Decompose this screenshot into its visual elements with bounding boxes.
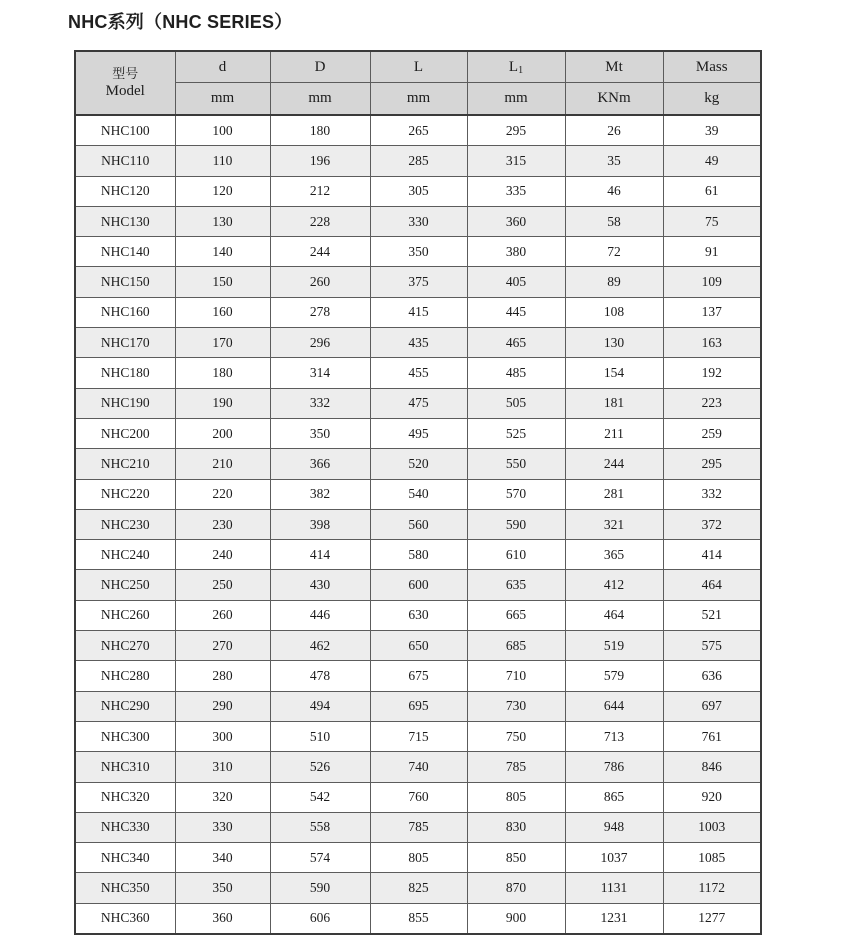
value-cell: 180 <box>270 115 370 146</box>
model-cell: NHC270 <box>75 631 175 661</box>
value-cell: 948 <box>565 812 663 842</box>
value-cell: 200 <box>175 418 270 448</box>
value-cell: 100 <box>175 115 270 146</box>
table-row <box>75 812 761 842</box>
table-row <box>75 691 761 721</box>
table-row <box>75 176 761 206</box>
header-units-row <box>75 83 761 116</box>
value-cell: 665 <box>467 600 565 630</box>
value-cell: 635 <box>467 570 565 600</box>
model-cell: NHC210 <box>75 449 175 479</box>
table-row <box>75 449 761 479</box>
col-unit-L1: mm <box>467 83 565 116</box>
table-row <box>75 206 761 236</box>
value-cell: 150 <box>175 267 270 297</box>
value-cell: 494 <box>270 691 370 721</box>
value-cell: 315 <box>467 146 565 176</box>
model-cell: NHC150 <box>75 267 175 297</box>
value-cell: 675 <box>370 661 467 691</box>
col-header-d <box>175 51 270 83</box>
table-row <box>75 661 761 691</box>
value-cell: 558 <box>270 812 370 842</box>
table-row <box>75 509 761 539</box>
value-cell: 244 <box>270 237 370 267</box>
value-cell: 715 <box>370 721 467 751</box>
value-cell: 575 <box>663 631 761 661</box>
value-cell: 855 <box>370 903 467 934</box>
table-row <box>75 388 761 418</box>
model-cell: NHC240 <box>75 540 175 570</box>
value-cell: 58 <box>565 206 663 236</box>
value-cell: 211 <box>565 418 663 448</box>
value-cell: 430 <box>270 570 370 600</box>
value-cell: 740 <box>370 752 467 782</box>
col-header-L <box>370 51 467 83</box>
table-row <box>75 782 761 812</box>
value-cell: 330 <box>370 206 467 236</box>
value-cell: 210 <box>175 449 270 479</box>
value-cell: 445 <box>467 297 565 327</box>
value-cell: 180 <box>175 358 270 388</box>
value-cell: 192 <box>663 358 761 388</box>
model-cell: NHC350 <box>75 873 175 903</box>
value-cell: 465 <box>467 328 565 358</box>
value-cell: 1085 <box>663 843 761 873</box>
value-cell: 260 <box>175 600 270 630</box>
value-cell: 435 <box>370 328 467 358</box>
value-cell: 382 <box>270 479 370 509</box>
value-cell: 920 <box>663 782 761 812</box>
value-cell: 590 <box>270 873 370 903</box>
value-cell: 332 <box>270 388 370 418</box>
table-row <box>75 721 761 751</box>
col-label: Mass <box>695 58 728 75</box>
value-cell: 785 <box>467 752 565 782</box>
value-cell: 321 <box>565 509 663 539</box>
value-cell: 240 <box>175 540 270 570</box>
value-cell: 412 <box>565 570 663 600</box>
value-cell: 320 <box>175 782 270 812</box>
value-cell: 1131 <box>565 873 663 903</box>
value-cell: 26 <box>565 115 663 146</box>
value-cell: 398 <box>270 509 370 539</box>
value-cell: 630 <box>370 600 467 630</box>
value-cell: 760 <box>370 782 467 812</box>
value-cell: 520 <box>370 449 467 479</box>
value-cell: 644 <box>565 691 663 721</box>
value-cell: 610 <box>467 540 565 570</box>
model-cell: NHC360 <box>75 903 175 934</box>
value-cell: 91 <box>663 237 761 267</box>
value-cell: 590 <box>467 509 565 539</box>
model-cell: NHC280 <box>75 661 175 691</box>
value-cell: 540 <box>370 479 467 509</box>
value-cell: 710 <box>467 661 565 691</box>
model-header-zh: 型号 <box>112 65 139 81</box>
table-row <box>75 752 761 782</box>
value-cell: 485 <box>467 358 565 388</box>
value-cell: 1172 <box>663 873 761 903</box>
value-cell: 1277 <box>663 903 761 934</box>
model-cell: NHC100 <box>75 115 175 146</box>
model-cell: NHC190 <box>75 388 175 418</box>
value-cell: 281 <box>565 479 663 509</box>
value-cell: 220 <box>175 479 270 509</box>
col-header-D <box>270 51 370 83</box>
value-cell: 49 <box>663 146 761 176</box>
value-cell: 170 <box>175 328 270 358</box>
model-cell: NHC160 <box>75 297 175 327</box>
value-cell: 519 <box>565 631 663 661</box>
table-row <box>75 600 761 630</box>
value-cell: 805 <box>370 843 467 873</box>
col-unit-d: mm <box>175 83 270 116</box>
value-cell: 750 <box>467 721 565 751</box>
value-cell: 785 <box>370 812 467 842</box>
value-cell: 310 <box>175 752 270 782</box>
model-cell: NHC180 <box>75 358 175 388</box>
value-cell: 154 <box>565 358 663 388</box>
value-cell: 110 <box>175 146 270 176</box>
value-cell: 350 <box>270 418 370 448</box>
col-unit-Mt: KNm <box>565 83 663 116</box>
value-cell: 1037 <box>565 843 663 873</box>
value-cell: 510 <box>270 721 370 751</box>
col-label: Mt <box>605 58 623 75</box>
col-sub: 1 <box>518 64 524 76</box>
col-unit-Mass: kg <box>663 83 761 116</box>
value-cell: 196 <box>270 146 370 176</box>
value-cell: 414 <box>270 540 370 570</box>
table-row <box>75 267 761 297</box>
value-cell: 360 <box>175 903 270 934</box>
value-cell: 505 <box>467 388 565 418</box>
value-cell: 212 <box>270 176 370 206</box>
nhc-spec-table <box>74 50 762 935</box>
table-row <box>75 903 761 934</box>
table-row <box>75 843 761 873</box>
value-cell: 825 <box>370 873 467 903</box>
value-cell: 89 <box>565 267 663 297</box>
model-cell: NHC200 <box>75 418 175 448</box>
model-cell: NHC130 <box>75 206 175 236</box>
model-cell: NHC310 <box>75 752 175 782</box>
value-cell: 270 <box>175 631 270 661</box>
value-cell: 478 <box>270 661 370 691</box>
value-cell: 650 <box>370 631 467 661</box>
value-cell: 265 <box>370 115 467 146</box>
col-header-Mt <box>565 51 663 83</box>
value-cell: 560 <box>370 509 467 539</box>
value-cell: 278 <box>270 297 370 327</box>
value-cell: 521 <box>663 600 761 630</box>
value-cell: 464 <box>565 600 663 630</box>
value-cell: 190 <box>175 388 270 418</box>
value-cell: 462 <box>270 631 370 661</box>
value-cell: 526 <box>270 752 370 782</box>
value-cell: 285 <box>370 146 467 176</box>
model-cell: NHC220 <box>75 479 175 509</box>
model-cell: NHC140 <box>75 237 175 267</box>
value-cell: 280 <box>175 661 270 691</box>
value-cell: 290 <box>175 691 270 721</box>
value-cell: 108 <box>565 297 663 327</box>
value-cell: 109 <box>663 267 761 297</box>
value-cell: 414 <box>663 540 761 570</box>
value-cell: 579 <box>565 661 663 691</box>
value-cell: 230 <box>175 509 270 539</box>
model-cell: NHC290 <box>75 691 175 721</box>
value-cell: 350 <box>370 237 467 267</box>
table-row <box>75 631 761 661</box>
table-row <box>75 540 761 570</box>
model-cell: NHC300 <box>75 721 175 751</box>
value-cell: 295 <box>663 449 761 479</box>
value-cell: 695 <box>370 691 467 721</box>
value-cell: 366 <box>270 449 370 479</box>
value-cell: 365 <box>565 540 663 570</box>
value-cell: 72 <box>565 237 663 267</box>
table-row <box>75 297 761 327</box>
value-cell: 137 <box>663 297 761 327</box>
model-header-en: Model <box>105 82 145 99</box>
table-row <box>75 418 761 448</box>
value-cell: 375 <box>370 267 467 297</box>
value-cell: 570 <box>467 479 565 509</box>
value-cell: 846 <box>663 752 761 782</box>
value-cell: 580 <box>370 540 467 570</box>
value-cell: 805 <box>467 782 565 812</box>
value-cell: 181 <box>565 388 663 418</box>
value-cell: 786 <box>565 752 663 782</box>
col-label: L <box>413 58 424 75</box>
model-cell: NHC330 <box>75 812 175 842</box>
value-cell: 250 <box>175 570 270 600</box>
model-cell: NHC250 <box>75 570 175 600</box>
table-body <box>75 115 761 934</box>
table-row <box>75 146 761 176</box>
col-label: D <box>314 58 326 75</box>
value-cell: 35 <box>565 146 663 176</box>
value-cell: 360 <box>467 206 565 236</box>
page-title: NHC系列（NHC SERIES） <box>68 12 293 32</box>
table-header <box>75 51 761 115</box>
value-cell: 332 <box>663 479 761 509</box>
value-cell: 713 <box>565 721 663 751</box>
value-cell: 600 <box>370 570 467 600</box>
value-cell: 464 <box>663 570 761 600</box>
value-cell: 730 <box>467 691 565 721</box>
header-labels-row <box>75 51 761 83</box>
value-cell: 865 <box>565 782 663 812</box>
table-row <box>75 115 761 146</box>
value-cell: 305 <box>370 176 467 206</box>
value-cell: 296 <box>270 328 370 358</box>
value-cell: 761 <box>663 721 761 751</box>
value-cell: 314 <box>270 358 370 388</box>
value-cell: 120 <box>175 176 270 206</box>
value-cell: 372 <box>663 509 761 539</box>
value-cell: 574 <box>270 843 370 873</box>
value-cell: 685 <box>467 631 565 661</box>
value-cell: 830 <box>467 812 565 842</box>
value-cell: 900 <box>467 903 565 934</box>
value-cell: 550 <box>467 449 565 479</box>
value-cell: 140 <box>175 237 270 267</box>
col-unit-D: mm <box>270 83 370 116</box>
col-unit-L: mm <box>370 83 467 116</box>
value-cell: 446 <box>270 600 370 630</box>
model-cell: NHC320 <box>75 782 175 812</box>
value-cell: 495 <box>370 418 467 448</box>
value-cell: 380 <box>467 237 565 267</box>
model-cell: NHC340 <box>75 843 175 873</box>
value-cell: 223 <box>663 388 761 418</box>
value-cell: 870 <box>467 873 565 903</box>
value-cell: 606 <box>270 903 370 934</box>
col-header-L1 <box>467 51 565 83</box>
value-cell: 1231 <box>565 903 663 934</box>
col-label: L <box>508 58 519 75</box>
value-cell: 525 <box>467 418 565 448</box>
value-cell: 228 <box>270 206 370 236</box>
value-cell: 75 <box>663 206 761 236</box>
value-cell: 39 <box>663 115 761 146</box>
value-cell: 330 <box>175 812 270 842</box>
table-row <box>75 328 761 358</box>
value-cell: 405 <box>467 267 565 297</box>
table-row <box>75 237 761 267</box>
value-cell: 542 <box>270 782 370 812</box>
value-cell: 130 <box>175 206 270 236</box>
value-cell: 1003 <box>663 812 761 842</box>
value-cell: 697 <box>663 691 761 721</box>
value-cell: 340 <box>175 843 270 873</box>
value-cell: 46 <box>565 176 663 206</box>
value-cell: 475 <box>370 388 467 418</box>
value-cell: 160 <box>175 297 270 327</box>
model-cell: NHC230 <box>75 509 175 539</box>
table-row <box>75 873 761 903</box>
value-cell: 636 <box>663 661 761 691</box>
value-cell: 61 <box>663 176 761 206</box>
value-cell: 455 <box>370 358 467 388</box>
value-cell: 335 <box>467 176 565 206</box>
value-cell: 163 <box>663 328 761 358</box>
model-cell: NHC260 <box>75 600 175 630</box>
table-row <box>75 570 761 600</box>
value-cell: 300 <box>175 721 270 751</box>
model-cell: NHC110 <box>75 146 175 176</box>
value-cell: 295 <box>467 115 565 146</box>
model-cell: NHC120 <box>75 176 175 206</box>
table-row <box>75 358 761 388</box>
col-header-model <box>75 51 175 115</box>
value-cell: 259 <box>663 418 761 448</box>
value-cell: 130 <box>565 328 663 358</box>
value-cell: 244 <box>565 449 663 479</box>
col-label: d <box>218 58 227 75</box>
value-cell: 850 <box>467 843 565 873</box>
value-cell: 350 <box>175 873 270 903</box>
table-row <box>75 479 761 509</box>
value-cell: 260 <box>270 267 370 297</box>
col-header-Mass <box>663 51 761 83</box>
value-cell: 415 <box>370 297 467 327</box>
model-cell: NHC170 <box>75 328 175 358</box>
